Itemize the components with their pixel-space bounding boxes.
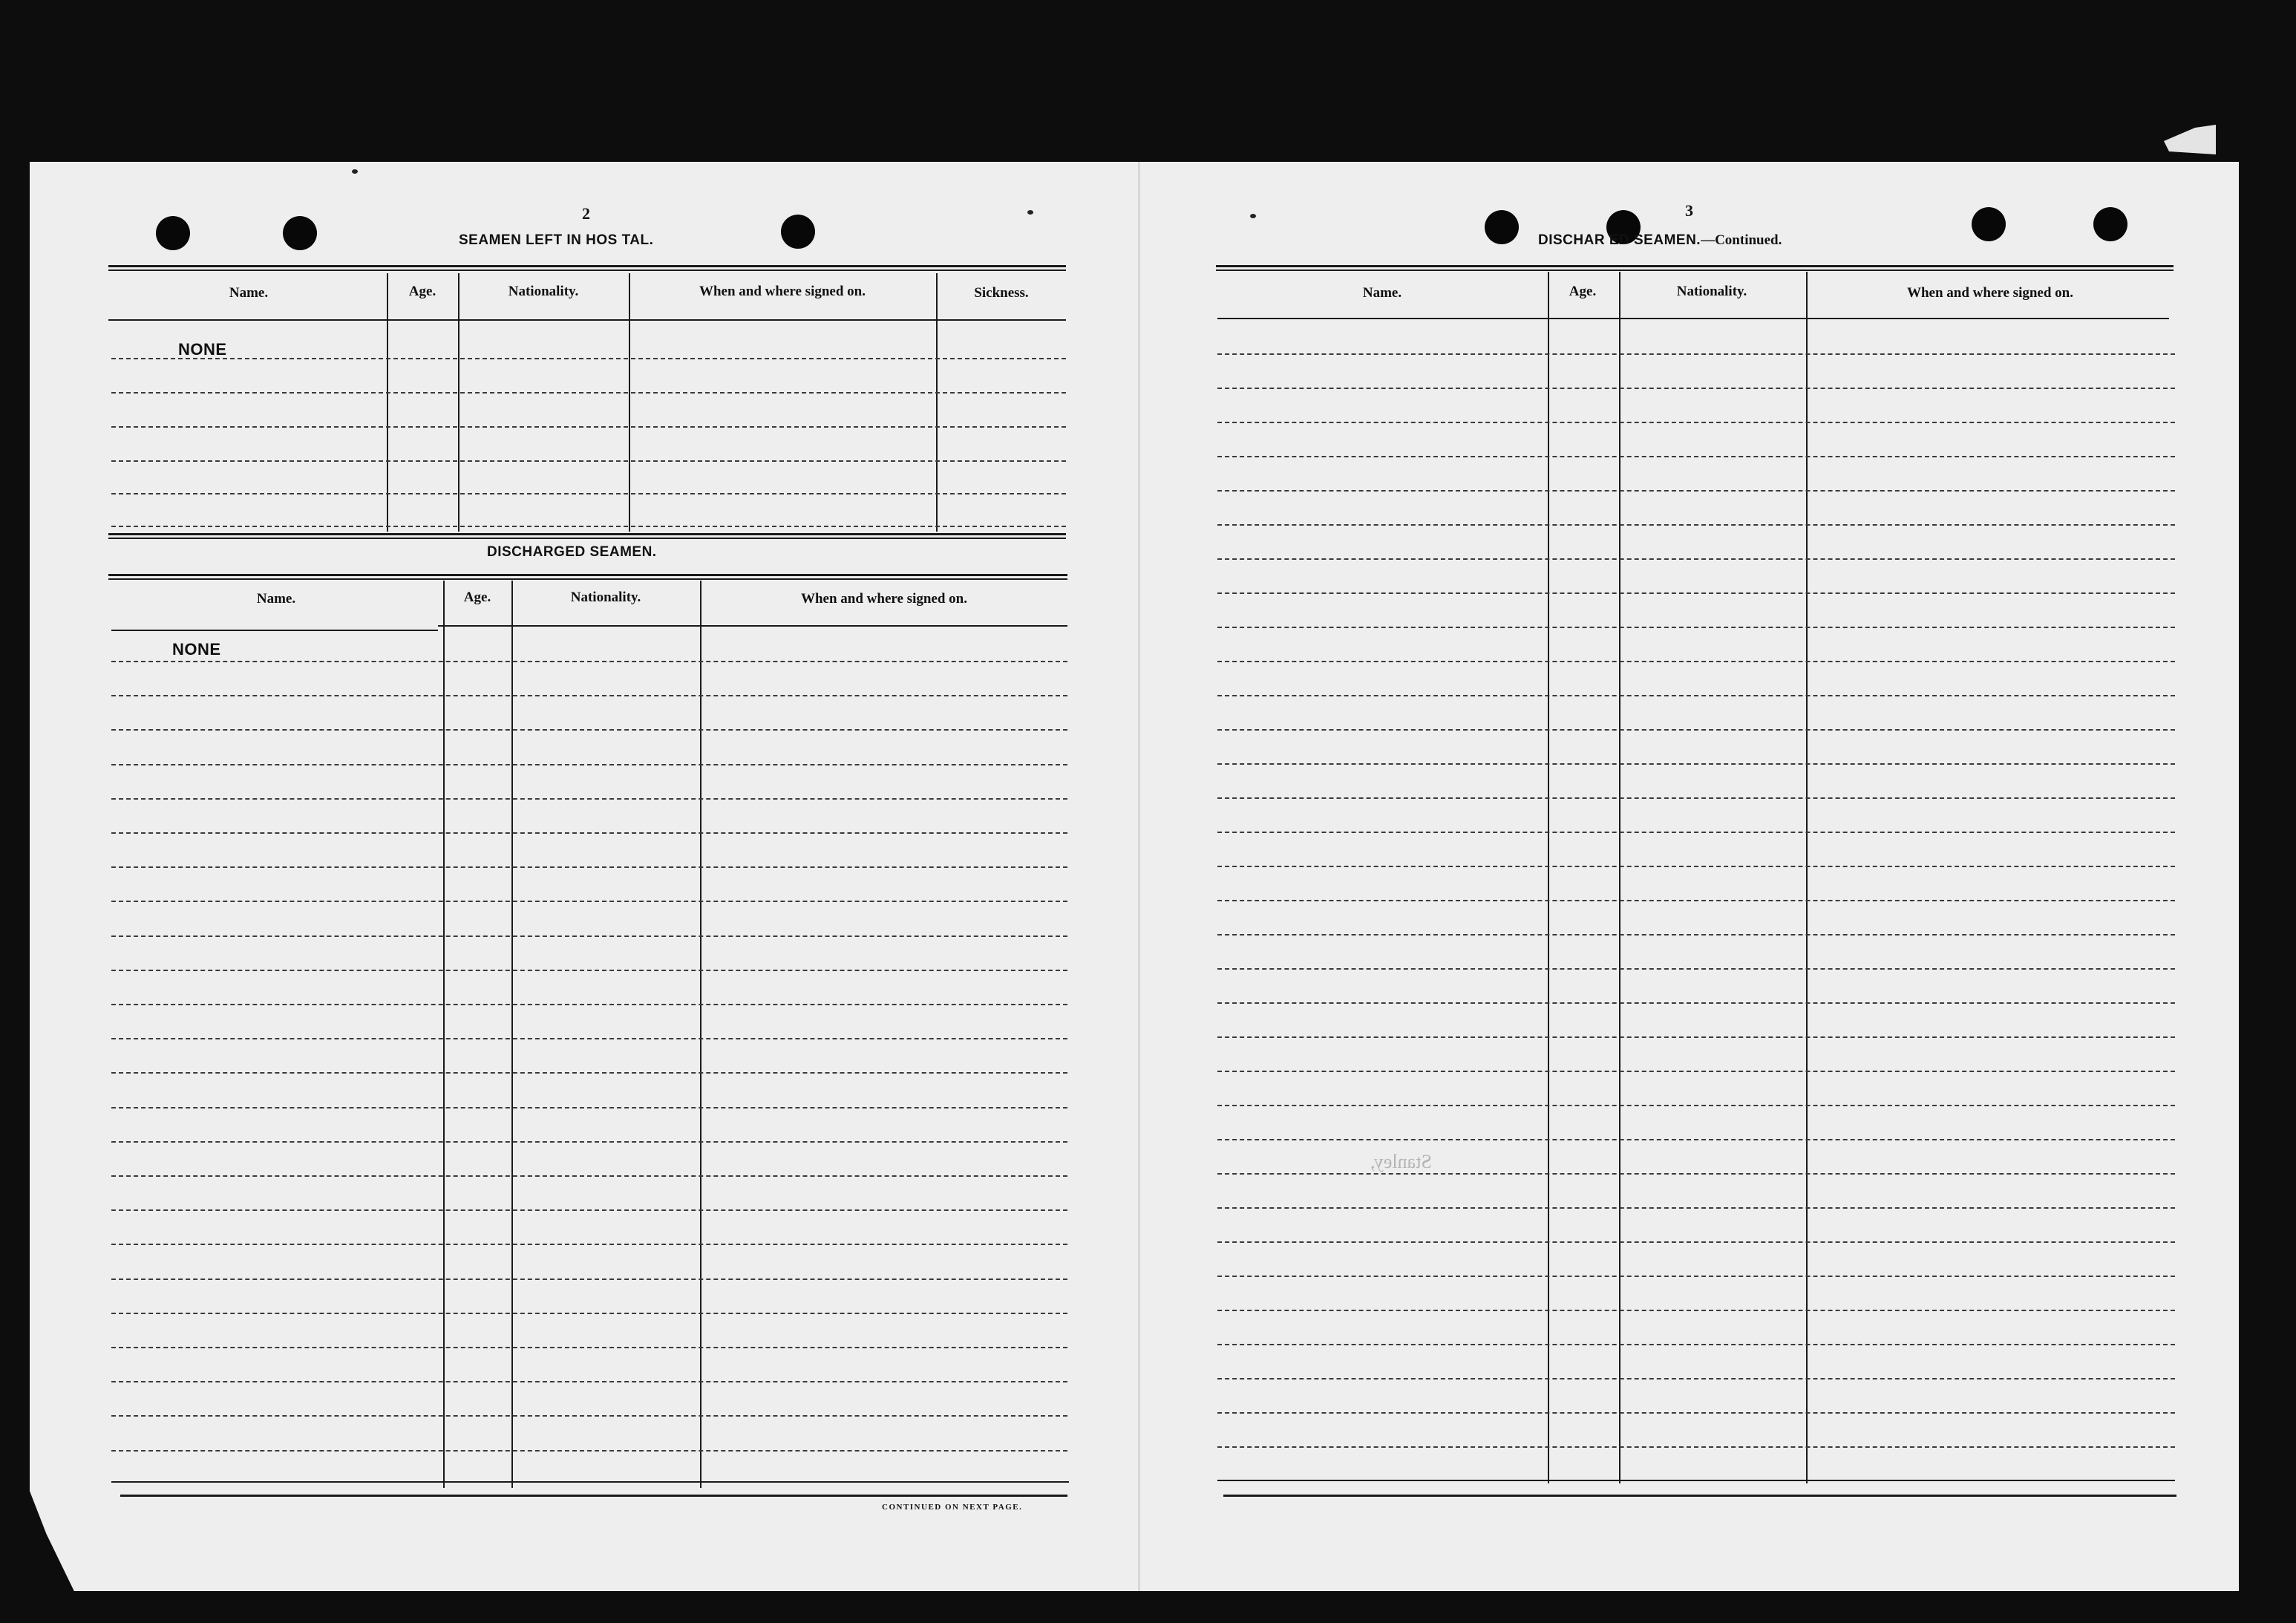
ruled-line — [1217, 422, 2175, 423]
title-continued: —Continued. — [1701, 232, 1782, 248]
punch-hole — [1485, 210, 1519, 244]
ruled-line — [1217, 1139, 2175, 1140]
ruled-line — [111, 832, 1067, 834]
col-header-signed-on: When and where signed on. — [800, 591, 967, 607]
header-rule — [438, 625, 1067, 627]
punch-hole — [2093, 207, 2127, 241]
ruled-line — [111, 1107, 1067, 1108]
ruled-line — [1217, 388, 2175, 389]
ruled-line — [111, 1347, 1067, 1348]
ruled-line — [111, 1279, 1067, 1280]
ruled-line — [1217, 832, 2175, 833]
ruled-line — [111, 426, 1066, 428]
ruled-line — [111, 493, 1066, 494]
page-bottom-rule — [120, 1495, 1067, 1497]
title-main: DISCHAR ED SEAMEN. — [1538, 232, 1701, 248]
double-rule — [108, 265, 1066, 271]
page-fold — [1138, 162, 1140, 1591]
column-divider — [1806, 272, 1808, 1483]
ruled-line — [1217, 763, 2175, 765]
col-header-nationality: Nationality. — [1676, 284, 1747, 299]
ruled-line — [1217, 729, 2175, 731]
ruled-line — [111, 358, 1066, 359]
col-header-age: Age. — [463, 590, 491, 605]
ruled-line — [1217, 627, 2175, 628]
ruled-line — [111, 1004, 1067, 1005]
ruled-line — [1217, 592, 2175, 594]
ruled-line — [111, 729, 1067, 731]
double-rule — [108, 533, 1066, 539]
hospital-entry-name: NONE — [178, 340, 227, 359]
continued-note: CONTINUED ON NEXT PAGE. — [882, 1503, 1023, 1512]
ruled-line — [1217, 353, 2175, 355]
ruled-line — [111, 970, 1067, 971]
ruled-line — [111, 935, 1067, 937]
column-divider — [1619, 272, 1620, 1483]
col-header-signed-on: When and where signed on. — [699, 284, 866, 299]
double-rule — [108, 574, 1067, 580]
ruled-line — [111, 1313, 1067, 1314]
table-bottom-rule — [1217, 1480, 2175, 1481]
ruled-line — [1217, 1105, 2175, 1106]
punch-hole — [283, 216, 317, 250]
discharged-entry-name: NONE — [172, 640, 221, 659]
ruled-line — [111, 661, 1067, 662]
ink-speck — [352, 169, 358, 174]
column-divider — [700, 581, 701, 1488]
header-rule — [108, 319, 1066, 321]
section-title-discharged: DISCHARGED SEAMEN. — [487, 544, 657, 560]
punch-hole — [781, 215, 815, 249]
ruled-line — [111, 1450, 1067, 1451]
ruled-line — [111, 1072, 1067, 1074]
header-rule — [111, 630, 438, 631]
page-number: 2 — [582, 204, 590, 223]
ruled-line — [111, 1175, 1067, 1177]
page-bottom-rule — [1223, 1495, 2176, 1497]
torn-corner — [2164, 125, 2216, 154]
ruled-line — [111, 798, 1067, 800]
ruled-line — [111, 695, 1067, 696]
col-header-name: Name. — [229, 285, 269, 301]
ruled-line — [111, 1381, 1067, 1382]
ruled-line — [111, 526, 1066, 527]
ruled-line — [111, 392, 1066, 393]
ruled-line — [111, 1209, 1067, 1211]
ruled-line — [111, 1415, 1067, 1417]
ink-speck — [1250, 214, 1256, 218]
ruled-line — [111, 1038, 1067, 1039]
ruled-line — [1217, 1310, 2175, 1311]
column-divider — [443, 581, 445, 1488]
col-header-signed-on: When and where signed on. — [1906, 285, 2073, 301]
ruled-line — [1217, 1344, 2175, 1345]
page-number: 3 — [1685, 201, 1693, 220]
ruled-line — [1217, 524, 2175, 526]
ruled-line — [1217, 1378, 2175, 1379]
ruled-line — [1217, 1071, 2175, 1072]
double-rule — [1216, 265, 2174, 271]
section-title-discharged-continued — [1538, 232, 1782, 249]
ruled-line — [1217, 900, 2175, 901]
ruled-line — [1217, 661, 2175, 662]
section-title-hospital: SEAMEN LEFT IN HOS TAL. — [459, 232, 654, 248]
col-header-age: Age. — [408, 284, 436, 299]
header-rule — [1217, 318, 2169, 319]
table-bottom-rule — [111, 1481, 1069, 1483]
column-divider — [1548, 272, 1549, 1483]
col-header-sickness: Sickness. — [974, 285, 1029, 301]
ruled-line — [1217, 797, 2175, 799]
ruled-line — [1217, 968, 2175, 970]
ruled-line — [1217, 934, 2175, 935]
right-page — [1140, 162, 2239, 1591]
ruled-line — [111, 1141, 1067, 1143]
ruled-line — [1217, 456, 2175, 457]
ruled-line — [1217, 1207, 2175, 1209]
ruled-line — [1217, 558, 2175, 560]
col-header-name: Name. — [256, 591, 296, 607]
ruled-line — [111, 901, 1067, 902]
ruled-line — [1217, 1036, 2175, 1038]
bleed-through-text: Stanley, — [1370, 1151, 1432, 1172]
ink-speck — [1027, 210, 1033, 215]
column-divider — [511, 581, 513, 1488]
col-header-nationality: Nationality. — [570, 590, 641, 605]
ruled-line — [111, 764, 1067, 765]
ruled-line — [1217, 866, 2175, 867]
ruled-line — [1217, 1276, 2175, 1277]
punch-hole — [156, 216, 190, 250]
ruled-line — [111, 866, 1067, 868]
col-header-age: Age. — [1569, 284, 1597, 299]
col-header-nationality: Nationality. — [508, 284, 579, 299]
ruled-line — [1217, 1173, 2175, 1175]
ruled-line — [1217, 1412, 2175, 1414]
col-header-name: Name. — [1362, 285, 1402, 301]
left-page — [30, 162, 1140, 1591]
ruled-line — [111, 460, 1066, 462]
ruled-line — [1217, 1002, 2175, 1004]
ruled-line — [1217, 1241, 2175, 1243]
ruled-line — [1217, 490, 2175, 492]
punch-hole — [1972, 207, 2006, 241]
ruled-line — [1217, 1446, 2175, 1448]
ruled-line — [111, 1244, 1067, 1245]
ruled-line — [1217, 695, 2175, 696]
